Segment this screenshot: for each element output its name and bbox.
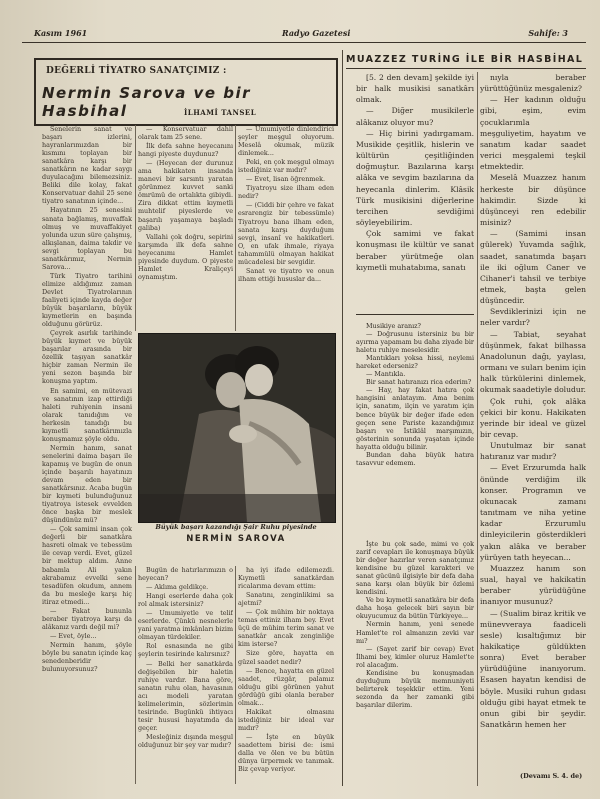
paragraph: Bundan daha büyük hatıra tasavvur edemem. [356,450,474,467]
paragraph: — İşte en büyük saadettem birisi de: ismi dalla ve ölen ve bu bütün dünya ürpermek ve tanımak. Biz çevap veriyor. [238,732,334,774]
paragraph: Bugün de hatırlarımızın o heyecan? [138,566,233,583]
article-column-3 [238,125,334,335]
paragraph: — Evet, lisan öğrenmek. [246,175,326,184]
paragraph: Mantıkları yoksa hissi, neylemi hareket ederseniz? [356,354,474,371]
photo-subject-name: NERMİN SAROVA [186,534,286,544]
paragraph: Çok samimi ve fakat konuşması ile kültür ve sanat beraber yürütmeğe olan kıymetli muhatabıma, sanatı [356,229,474,272]
column-divider [235,566,236,784]
paragraph: Türk Tiyatro tarihini elimize aldığımız zaman Devlet Tiyatrolarının faaliyeti içinde kayda değer büyük başarıların, büyük kıymetlerin en başında olduğunu görürüz. [42,271,132,329]
column-divider [135,125,136,331]
continued-interview-column [356,322,474,540]
paragraph: — (Samimi insan gülerek) Yuvamda sağlık, saadet, sanatımda başarı ile iki oğlum Caner ve Cihaner'i tahsil ve terbiye etmek, başta gelen düşüncedir. [480,229,586,306]
paragraph: — Doğrusunu istersiniz bu bir ayırma yapamam bu daha ziyade bir haletu ruhiye meselesidir. [356,330,474,355]
article-column-2 [138,125,233,335]
paragraph: Bir sanat hatıranızı rica ederim? [366,378,472,387]
paragraph: — (Ciddi bir çehre ve fakat esrarengiz bir tebessümle) Tiyatroyu bana ilham eden, sanata karşı duyduğum sevgi, insanî ve hakikatleri. O, en ufak ihmale, riyaya tahammülü olmayan hakikat mücadelesi bir sevgidir. [238,201,334,266]
article-column-2-lower [138,566,233,786]
paragraph: — Bence, hayatta en güzel saadet, rüzgâr, palamız olduğu gibi görünen yahut gördüğü gibi olanla beraber olmak... [238,666,334,707]
publication-name: Radyo Gazetesi [282,28,351,38]
paragraph: Senelerin sanat ve başarı izlerini, hayranlarımızdan bir kısmını toplayan bir sanatkâra karşı bir sanatkârın ne kadar saygı duyulacağını bilemezsiniz. Beliki dile kolay, fakat Konservatuar dahil 25 sene tiyatro sanatının içinde... [42,125,132,206]
paragraph: — Umumiyetle dinlendirici şeyler meşgul oluyorum. Meselâ okumak, müzik dinlemek... [238,125,334,158]
paragraph: Nermin hanım, şöyle böyle bu sanatın içinde kaç senedenberidir bulunuyorsunuz? [42,640,132,674]
paragraph: Sevdiklerinizi için ne neler vardır? [480,307,586,328]
paragraph: nıyla beraber yürüttüğünüz mesgaleniz? [480,73,586,94]
paragraph: Muazzez hanım son sual, hayal ve hakikatin beraber yürüdüğüne inanıyor musunuz? [480,563,586,607]
paragraph: — Umumiyetle ve telif eserlerde. Çünkü nesnelerle yani yaratma imkânları bizim olmayan türdekiler. [138,609,233,642]
paragraph: İşte bu çok sade, mimi ve çok zarif cevapları ile konuşmaya büyük bir değer hazırlar veren sanatçımız kendisine bu güzel karakteri ve sanat gücünü ilgisiyle bir defa daha sana karşı olan büyük bir özlemi kendisini. [356,540,474,597]
paragraph: Vallahi çok doğru, sepirini karşımda ilk defa sahne heyecanımı Hamlet piyesinde duydum. O piyeste Hamlet Kraliçeyi oynamıştım. [138,232,233,281]
paragraph: Mesleğiniz dışında meşgul olduğunuz bir şey var mıdır? [138,732,233,749]
issue-date: Kasım 1961 [34,28,88,38]
paragraph: — Evet, öyle... [50,631,97,640]
right-article-column-2 [480,72,586,788]
paragraph: Çeyrek asırlık tarihinde büyük kıymet ve büyük başarılar arasında bir özellik taşıyan sanatkâr hiçbir zaman Nermin ile yeni sezon başında bir konuşma yaptım. [42,329,132,386]
header-divider [22,42,586,43]
section-divider [356,314,474,315]
paragraph: İlk defa sahne heyecanını hangi piyeste duydunuz? [138,142,233,159]
article-divider [342,50,343,786]
photo-caption-block [138,523,334,544]
article-headline: Nermin Sarova ve bir Hasbihal [42,84,251,120]
paragraph: — Her kadının olduğu gibi, eşim, evim çocuklarımla meşguliyetim, hayatım ve sanatım kadar saadet verici meşgalemi teşkil etmektedir. [480,95,586,172]
paragraph: — Tabiat, seyahat düşünmek, fakat bilhassa Anadolunun dağı, yaylası, ormanı ve suları benim için halk türkülerini dinlemek, okumak saadetiyle doludur. [480,329,586,395]
paragraph: — Mantıkla. [366,370,406,379]
article-column-3-lower [238,566,334,786]
paragraph: En samimi, en mütevazi ve sanatının izap ettirdiği haleti ruhiyenin insani olarak tanıdığım ve herkesin tanıdığı bu kıymetli sanatkârımızla konuşmamız şöyle oldu. [42,386,132,443]
paragraph: — Çok mühim bir noktaya temas ettiniz ilham bey. Evet üçü de mühim terim sanat ve sanatkâr ancak zenginliğe kim isterse? [238,608,334,649]
page-header [20,28,590,42]
paragraph: Hakikat olmasını istediğiniz bir ideal var mıdır? [238,707,334,732]
column-divider [235,125,236,331]
article-photo [138,333,336,523]
paragraph: Rol esnasında ne gibi şeylerin tesirinde kalırsınız? [138,642,233,659]
paragraph: — Hay, hay fakat hatıra çok hangisini anlatayım. Ama benim için, sanatım, ilçin ve yaratım için bence büyük bir değer ifade eden geçen sene Pariste kazandığımız başarı ve İstiklâl marşımızın, gösterinin sonunda yaşatan içinde hayatta olduğu bilinir. [356,386,474,451]
right-article-headline: MUAZZEZ TURİNG İLE BİR HASBİHAL [346,54,586,69]
page-number: Sahife: 3 [528,28,568,38]
continued-notice: (Devamı S. 4. de) [520,772,583,780]
paragraph: Ve bu kıymetli sanatkâra bir defa daha hoşa gelecek biri sayın bir okuyucumuz da bütün Türkiyeye... [356,596,474,621]
article-kicker: DEĞERLİ TİYATRO SANATÇIMIZ : [46,66,227,76]
paragraph: — (Heyecan der durunuz ama hakikaten insanda manevi bir sarsıntı yaratan görünmez kuvvet sanki ömrümü de ortalıkta gibiydi. Zira dikkat ettim kıymetli muhtelif piyeslerde ve başarılı yaşamaya başladı galiba) [138,159,233,232]
paragraph: — Evet Erzurumda halk önünde verdiğim ilk konser. Programın ve okunacak zamanı tanıtmam ve niha yetine kadar Erzurumlu dinleyicilerin gösterdikleri yakın alâka ve beraber yürüyen tath heyecan... [480,463,586,562]
paragraph: — Aklıma geldikçe. [146,583,209,592]
paragraph: — (Sayet zarif bir cevap) Evet İlhami bey, kimler oluruz Hamlet'te rol alacağım. [356,644,474,669]
photo-illustration [139,334,335,522]
paragraph: — Çok samimi insan çok değerli bir sanatkâra hasreti olmak ve tebessüm ile cevap verdi. Evet, güzel bir mektup aldım. Anne babamla Ali yakın akrabamız evvelki sene tesadüfen okudum, annem da bu mesleğe karşı hiç itiraz etmedi... [42,525,132,606]
paragraph: [5. 2 den devam] şekilde iyi bir halk musikisi sanatkârı olmak. [356,73,474,105]
paragraph: — Hiç birini yadırgamam. Musikide çeşitlik, hislerin ve kültürün çeşitliğinden doğmuştur. Bazılarına karşı alâka ve sevgim bazılarına da heyecanla dinlerim. Klâsik Türk musikisini diğerlerine tercihen sevdiğimi söyleyebilirim. [356,128,474,228]
photo-caption: Büyük başarı kazandığı Şair Ruhu piyesinde [155,523,317,531]
paragraph: Size göre, hayatta en güzel saadet nedir? [238,649,334,666]
column-divider [477,72,478,786]
right-article-column-1 [356,72,474,310]
paragraph: Tiyatroyu size ilham eden nedir? [238,184,334,201]
paragraph: Hayatının 25 senesini sanata bağlamış, muvaffak olmuş ve muvaffakiyet yolunda uzun süre çalışmış, alkışlanan, daima takdir ve sevgi toplayan bu sanatkârımız, Nermin Sarova... [42,206,132,271]
paragraph: — Fakat bununla beraber tiyatroya karşı da alâkanız vardı değil mi? [42,606,132,631]
paragraph: Sanat ve tiyatro ve onun ilham ettiği hususlar da... [238,266,334,283]
paragraph: Kendisine bu konuşmadan duyduğum büyük memnuniyeti belirterek teşekkür ettim. Yeni sezonda da her zamanki gibi başarılar dilerim. [356,668,474,709]
column-divider [135,566,136,784]
article-column-1 [42,125,132,785]
article-byline: İLHAMİ TANSEL [184,108,257,117]
paragraph: — (Sualim biraz kritik ve münevveraya faadiceli sesle) kısaltığımız bir hakikatiçe güldükten sonra) Evet beraber yürüdüğüne inanıyorum. Esasen hayatın kendisi de böyle. Musiki ruhun gıdası olduğu gibi hayat etmek te onun gibi bir şeydir. Sanatkârın hemen her [480,608,586,730]
continued-interview-column-lower [356,540,474,786]
paragraph: — Belki her sanatkârda değişebilen bir haletin ruhiye vardır. Bana göre, sanatın ruhu olan, havasının acı modeli yaratan kelimelerimin, sözlerimin tesirinde. Bugünkü ihtiyacı tesir hususi hayatımda da geçer. [138,659,233,732]
article-title-box [34,58,338,126]
paragraph: Unutulmaz bir sanat hatıranız var mıdır? [480,441,586,462]
paragraph: Nermin hanım, sanat senelerini daima başarı ile kapamış ve bugün de onun içinde başarılı hayatınızı devam eden bir sanatkârsınız. Acaba bugün bir kıymeti bulunduğunuz tiyatroya istesek evvelden önce başka bir meslek düşündünüz mü? [42,443,132,525]
paragraph: Hangi eserlerde daha çok rol almak istersiniz? [138,592,233,609]
paragraph: Sanatını, zenginlikimi sa ajetmi? [238,591,334,608]
paragraph: Çok ruhi, çok alâka çekici bir konu. Hakikaten yerinde bir ideal ve güzel bir cevap. [480,396,586,439]
paragraph: Peki, en çok meşgul olmayı istediğiniz var mıdır? [238,158,334,175]
paragraph: — Diğer musikilerle alâkanız oluyor mu? [356,106,474,127]
paragraph: Meselâ Muazzez hanım herkeste bir düşünce hakimdir. Sizde ki düşünceyi ren edebilir misiniz? [480,173,586,228]
paragraph: Nermin hanım, yeni senede Hamlet'te rol almanızın zevki var mı? [356,620,474,645]
paragraph: — Konservatuar dahil olarak tam 25 sene. [138,125,233,142]
paragraph: Musikiye aranız? [366,322,421,330]
paragraph: ha iyi ifade edilemezdi. Kıymetli sanatkârdan ricalarıma devam ettim: [238,566,334,591]
